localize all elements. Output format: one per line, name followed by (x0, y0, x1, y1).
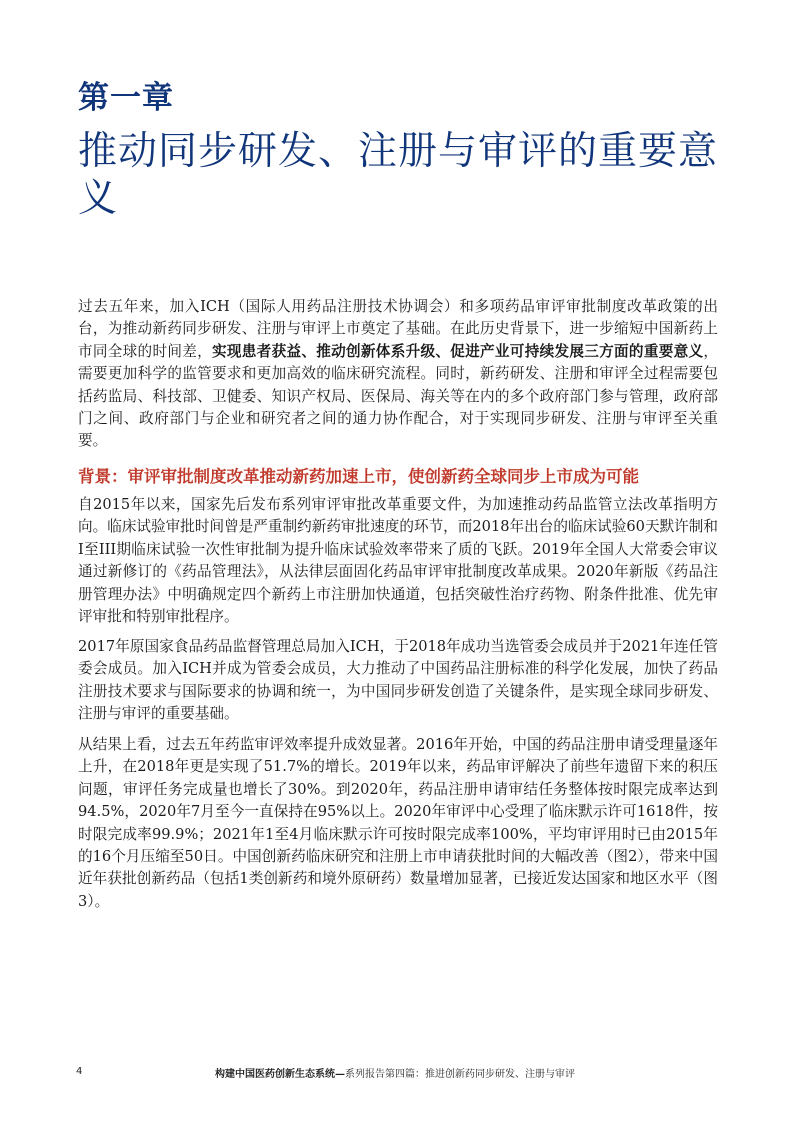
section-heading: 背景：审评审批制度改革推动新药加速上市，使创新药全球同步上市成为可能 (78, 467, 639, 486)
intro-text-1: 过去五年来，加入ICH（国际人用药品注册技术协调会）和多项药品审评审批制度改革政策的出台，为推动新药同步研发、注册与审评上市奠定了基础。在此历史背景下，进一步缩短中国新药上市同全球的时间差， (78, 298, 718, 360)
footer (215, 1065, 575, 1080)
paragraph-1: 自2015年以来，国家先后发布系列审评审批改革重要文件，为加速推动药品监管立法改革指明方向。临床试验审批时间曾是严重制约新药审批速度的环节，而2018年出台的临床试验60天默许制和I至III期临床试验一次性审批制为提升临床试验效率带来了质的飞跃。2019年全国人大常委会审议通过新修订的《药品管理法》，从法律层面固化药品审评审批制度改革成果。2020年新版《药品注册管理办法》中明确规定四个新药上市注册加快通道，包括突破性治疗药物、附条件批准、优先审评审批和特别审批程序。 (78, 496, 718, 626)
chapter-label: 第一章 (78, 80, 174, 116)
intro-paragraph (78, 296, 718, 453)
footer-subtitle: 系列报告第四篇：推进创新药同步研发、注册与审评 (345, 1069, 575, 1080)
paragraph-2: 2017年原国家食品药品监督管理总局加入ICH，于2018年成功当选管委会成员并于2021年连任管委会成员。加入ICH并成为管委会成员，大力推动了中国药品注册标准的科学化发展，加快了药品注册技术要求与国际要求的协调和统一，为中国同步研发创造了关键条件，是实现全球同步研发、注册与审评的重要基础。 (78, 638, 718, 723)
intro-bold-text: 实现患者获益、推动创新体系升级、促进产业可持续发展三方面的重要意义 (212, 342, 704, 360)
footer-series-title: 构建中国医药创新生态系统— (215, 1069, 345, 1080)
paragraph-3: 从结果上看，过去五年药监审评效率提升成效显著。2016年开始，中国的药品注册申请受理量逐年上升，在2018年更是实现了51.7%的增长。2019年以来，药品审评解决了前些年遗留下来的积压问题，审评任务完成量也增长了30%。到2020年，药品注册申请审结任务整体按时限完成率达到94.5%，2020年7月至今一直保持在95%以上。2020年审评中心受理了临床默示许可1618件，按时限完成率99.9%；2021年1至4月临床默示许可按时限完成率100%，平均审评用时已由2015年的16个月压缩至50日。中国创新药临床研究和注册上市申请获批时间的大幅改善（图2），带来中国近年获批创新药品（包括1类创新药和境外原研药）数量增加显著，已接近发达国家和地区水平（图3）。 (78, 736, 718, 910)
page-number: 4 (76, 1066, 83, 1077)
page-title: 推动同步研发、注册与审评的重要意义 (78, 129, 719, 221)
intro-text-2: ，需要更加科学的监管要求和更加高效的临床研究流程。同时，新药研发、注册和审评全过程需要包括药监局、科技部、卫健委、知识产权局、医保局、海关等在内的多个政府部门参与管理，政府部门之间、政府部门与企业和研究者之间的通力协作配合，对于实现同步研发、注册与审评至关重要。 (78, 342, 718, 450)
